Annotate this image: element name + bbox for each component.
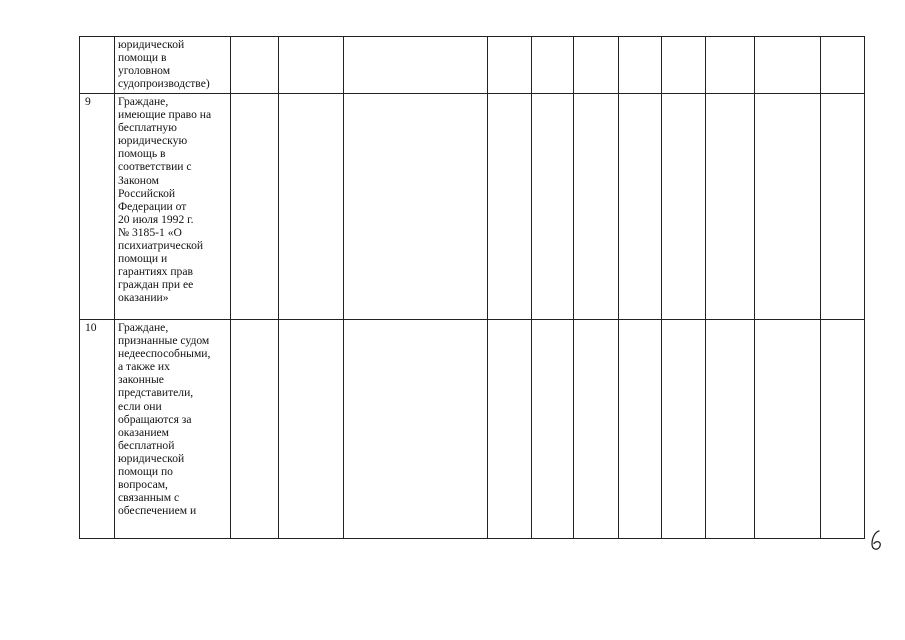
category-text-line: помощь в [118,147,166,161]
category-text-line: юридической [118,38,185,51]
category-text-line: обеспечением и [118,504,197,518]
row-number-cell [80,37,115,94]
empty-cell [532,37,574,94]
empty-cell [279,37,344,94]
empty-cell [755,37,821,94]
category-text-line: связанным с [118,491,180,505]
category-text-line: Граждане, [118,95,169,108]
row-number-cell: 10 [80,320,115,539]
category-text-line: Российской [118,186,176,200]
empty-cell [662,37,706,94]
category-text-line: обращаются за [118,412,192,426]
category-text-line: юридической [118,451,185,465]
category-text-line: судопроизводстве) [118,77,210,91]
empty-cell [706,94,755,320]
category-text-line: бесплатную [118,121,177,135]
empty-cell [231,94,279,320]
empty-cell [574,320,619,539]
empty-cell [231,320,279,539]
category-text-line: Федерации от [118,199,187,213]
empty-cell [344,37,488,94]
category-text-line: вопросам, [118,478,168,492]
beneficiary-category-cell [115,94,231,320]
category-text-line: уголовном [118,64,171,78]
empty-cell [488,37,532,94]
empty-cell [619,94,662,320]
empty-cell [619,320,662,539]
empty-cell [755,94,821,320]
category-text-line: если они [118,399,162,413]
category-text-line: психиатрической [118,239,204,253]
empty-cell [706,320,755,539]
category-text-line: 20 июля 1992 г. [118,212,194,226]
category-text-line: бесплатной [118,438,175,452]
empty-cell [662,94,706,320]
category-text-line: имеющие право на [118,108,212,122]
category-text-line: признанные судом [118,334,210,348]
empty-cell [574,94,619,320]
empty-cell [821,37,865,94]
category-text-line: помощи и [118,252,168,266]
empty-cell [821,320,865,539]
empty-cell [344,320,488,539]
category-text-line: оказанием [118,425,170,439]
empty-cell [619,37,662,94]
category-text-line: гарантиях прав [118,265,193,279]
empty-cell [344,94,488,320]
table-row [80,94,865,320]
empty-cell [231,37,279,94]
empty-cell [488,94,532,320]
empty-cell [821,94,865,320]
row-number-cell: 9 [80,94,115,320]
category-text-line: Законом [118,173,159,187]
table-row [80,37,865,94]
category-text-line: юридическую [118,134,188,148]
empty-cell [706,37,755,94]
category-text-line: помощи по [118,465,173,479]
empty-cell [532,320,574,539]
category-text-line: граждан при ее [118,278,194,292]
empty-cell [279,320,344,539]
empty-cell [755,320,821,539]
empty-cell [279,94,344,320]
empty-cell [488,320,532,539]
allocation-table [79,36,865,539]
empty-cell [574,37,619,94]
category-text-line: а также их [118,360,170,374]
category-text-line: недееспособными, [118,347,211,361]
category-text-line: Граждане, [118,321,169,334]
empty-cell [532,94,574,320]
category-text-line: помощи в [118,51,167,65]
beneficiary-category-cell [115,37,231,94]
category-text-line: № 3185-1 «О [118,225,182,239]
category-text-line: представители, [118,386,194,400]
category-text-line: оказании» [118,291,169,305]
handwritten-page-number-6-icon [868,528,884,554]
beneficiary-category-cell [115,320,231,539]
table-row [80,320,865,539]
empty-cell [662,320,706,539]
category-text-line: законные [118,373,164,387]
category-text-line: соответствии с [118,160,192,174]
